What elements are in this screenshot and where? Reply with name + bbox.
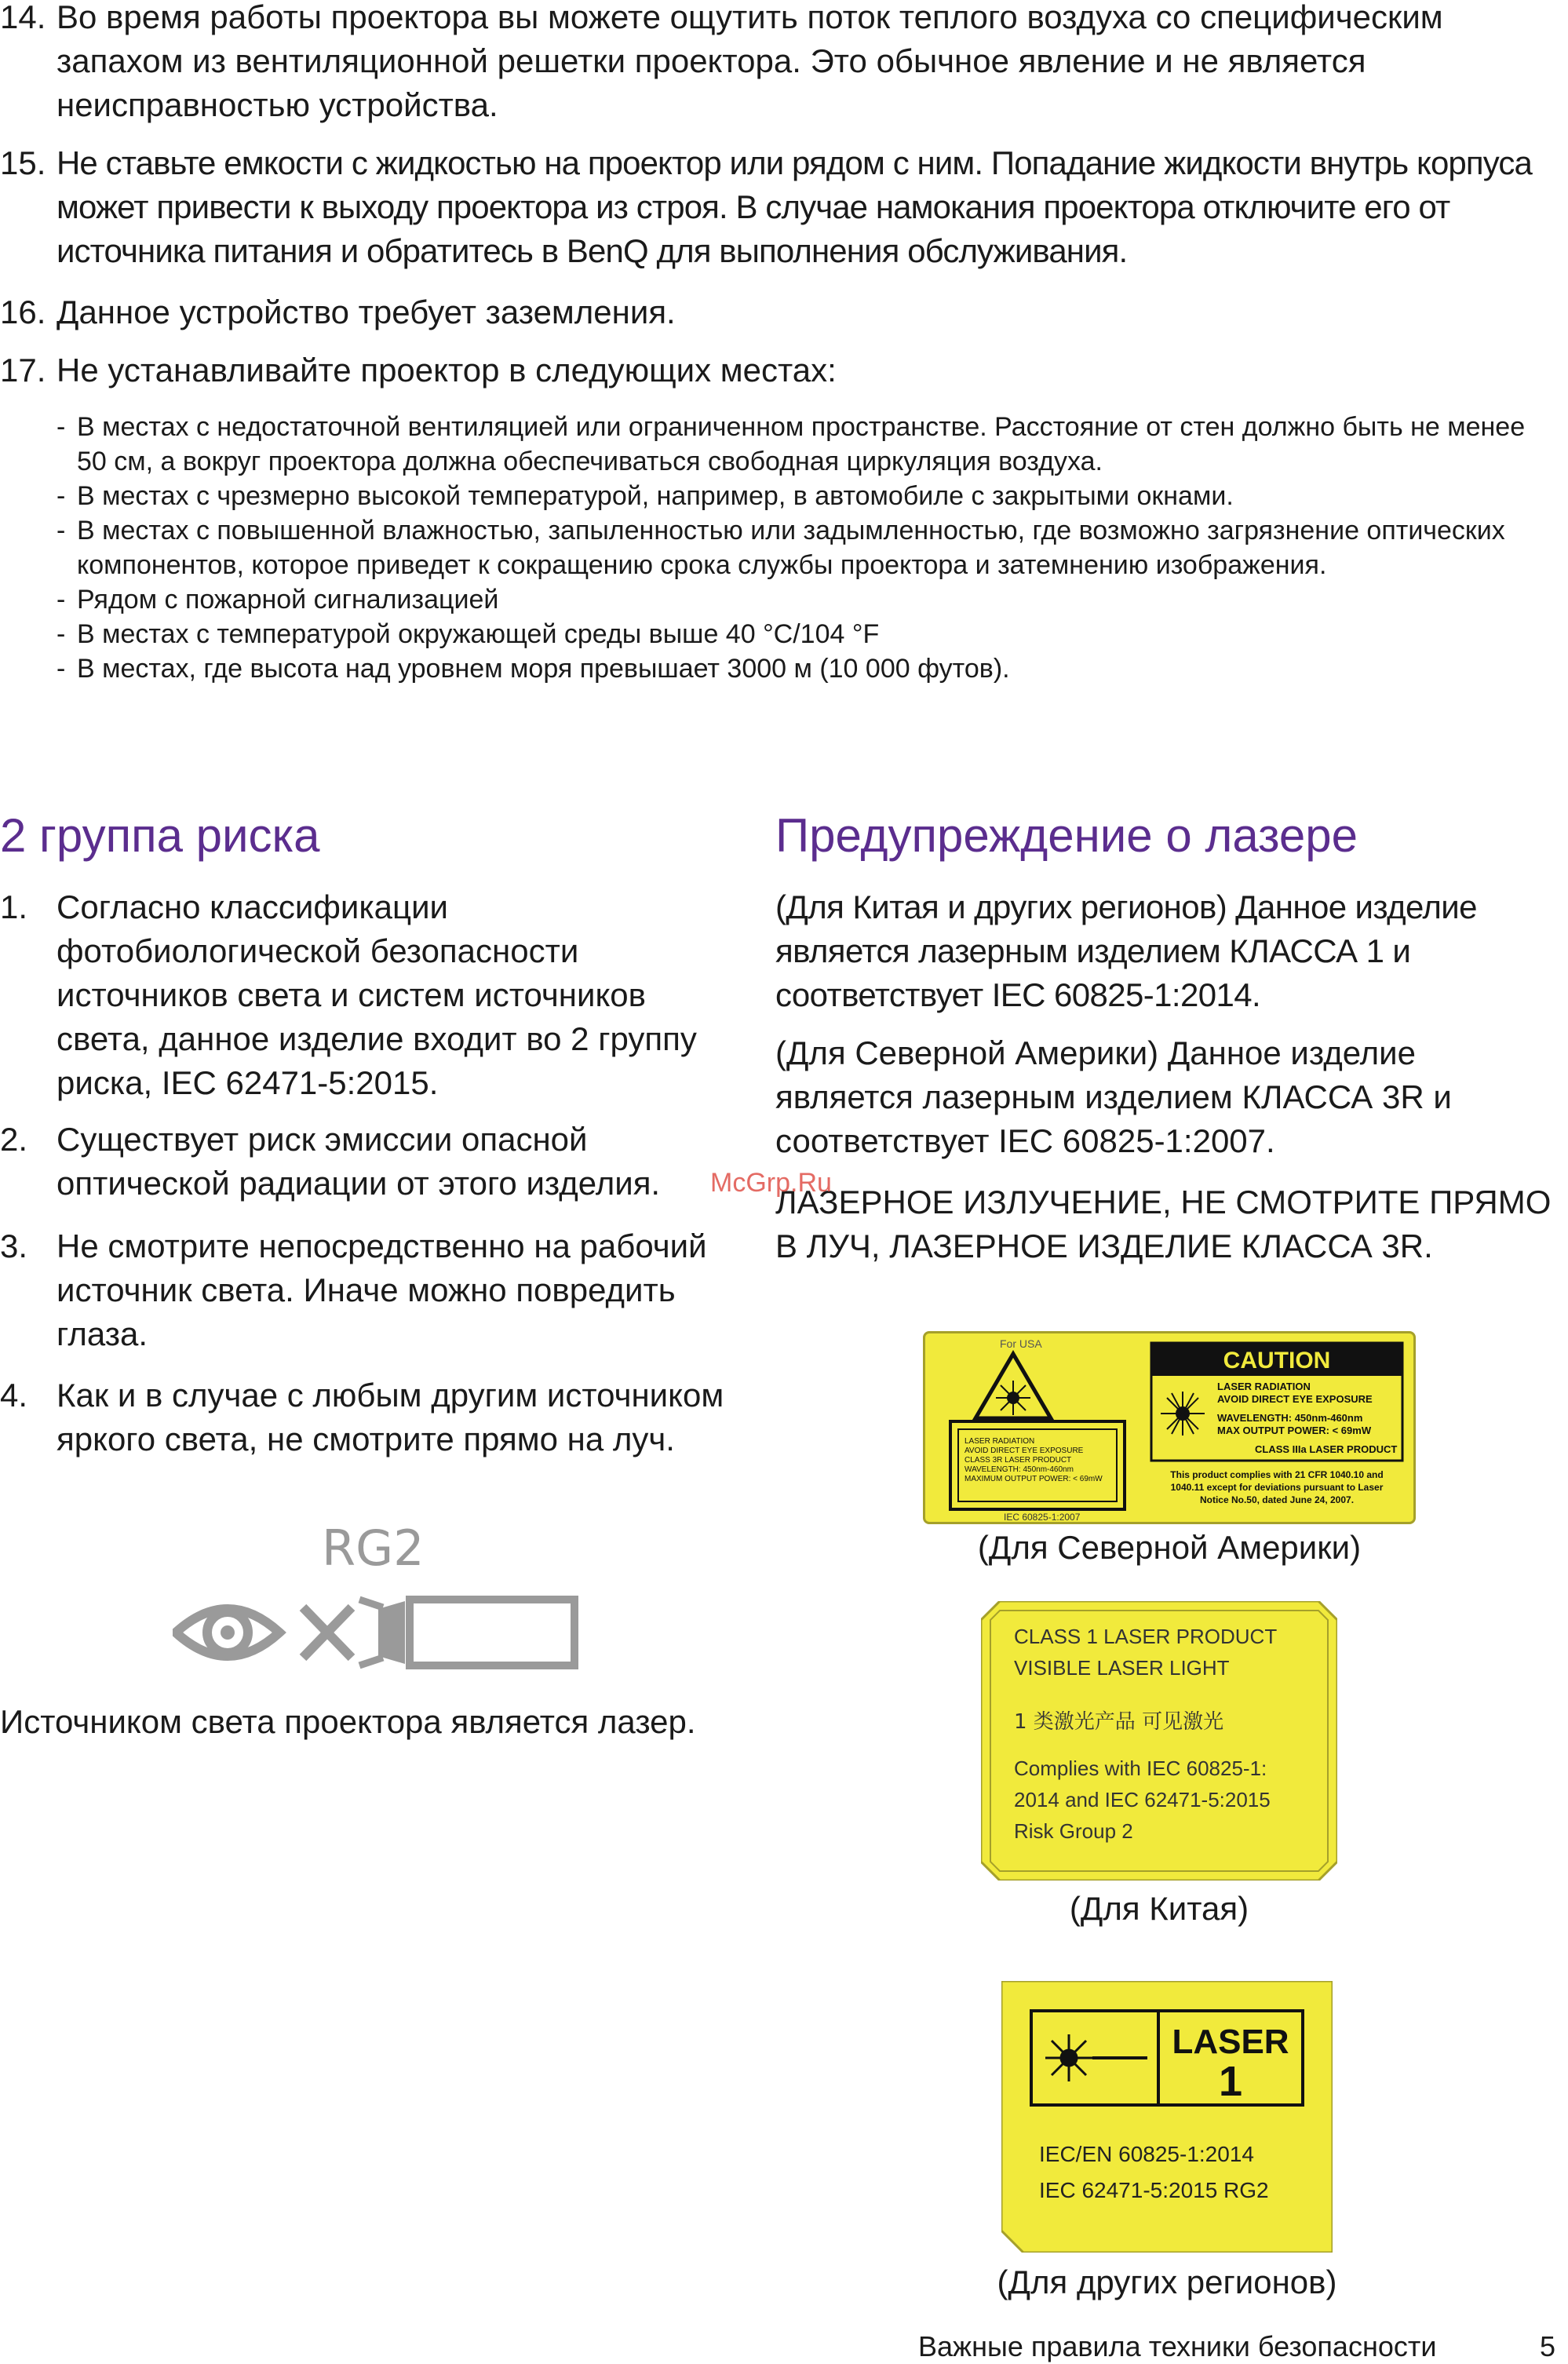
svg-text:WAVELENGTH: 450nm-460nm: WAVELENGTH: 450nm-460nm [965,1465,1074,1474]
risk-group-heading: 2 группа риска [0,809,320,862]
svg-text:Risk Group 2: Risk Group 2 [1014,1819,1133,1843]
svg-text:LASER RADIATION: LASER RADIATION [1217,1381,1311,1392]
svg-text:IEC/EN 60825-1:2014: IEC/EN 60825-1:2014 [1039,2142,1254,2166]
svg-text:1040.11 except for deviations: 1040.11 except for deviations pursuant to Laser [1170,1482,1384,1493]
svg-text:LASER: LASER [1172,2023,1289,2061]
cross-icon [303,1607,352,1658]
svg-text:2014 and IEC 62471-5:2015: 2014 and IEC 62471-5:2015 [1014,1788,1271,1811]
svg-text:VISIBLE LASER LIGHT: VISIBLE LASER LIGHT [1014,1656,1230,1680]
caption-china: (Для Китая) [1069,1890,1249,1927]
label-china [981,1601,1337,1881]
svg-text:IEC 60825-1:2007: IEC 60825-1:2007 [1004,1512,1081,1522]
item-text: Не устанавливайте проектор в следующих местах: [57,352,837,389]
item-text: Не ставьте емкости с жидкостью на проектор или рядом с ним. Попадание жидкости внутрь корпуса может привести к выходу проектора из строя. В случае намокания проектора отключите его от источника питания и обратитесь в BenQ для выполнения обслуживания. [57,144,1532,269]
bullet-item: - В местах с температурой окружающей среды выше 40 °C/104 °F [57,619,880,649]
svg-text:CLASS IIIa LASER PRODUCT: CLASS IIIa LASER PRODUCT [1255,1443,1398,1455]
laser-paragraph-china: (Для Китая и других регионов) Данное изделие является лазерным изделием КЛАССА 1 и соответствует IEC 60825-1:2014. [775,888,1477,1013]
svg-text:Complies with IEC 60825-1:: Complies with IEC 60825-1: [1014,1757,1267,1780]
svg-text:1: 1 [1218,2058,1243,2105]
page-number: 5 [1540,2330,1556,2362]
laser-hazard-icon [975,1354,1051,1418]
svg-text:MAXIMUM OUTPUT POWER: < 69mW: MAXIMUM OUTPUT POWER: < 69mW [965,1475,1103,1483]
item-number: 15. [0,144,46,181]
item-text: Существует риск эмиссии опасной оптической радиации от этого изделия. [57,1121,661,1202]
item-text: Как и в случае с любым другим источником яркого света, не смотрите прямо на луч. [57,1377,724,1457]
svg-text:IEC 62471-5:2015 RG2: IEC 62471-5:2015 RG2 [1039,2178,1269,2202]
item-number: 1. [0,888,28,925]
laser-warning-heading: Предупреждение о лазере [775,809,1358,862]
laser-starburst-icon [1161,1392,1205,1436]
svg-text:CAUTION: CAUTION [1223,1348,1331,1374]
bullet-item: - В местах, где высота над уровнем моря превышает 3000 м (10 000 футов). [57,654,1010,684]
watermark-text: McGrp.Ru [710,1168,832,1198]
item-number: 4. [0,1377,28,1414]
label-other-regions [1001,1981,1333,2253]
caption-other-regions: (Для других регионов) [997,2264,1337,2300]
svg-text:MAX OUTPUT POWER: < 69mW: MAX OUTPUT POWER: < 69mW [1217,1425,1372,1436]
svg-text:WAVELENGTH: 450nm-460nm: WAVELENGTH: 450nm-460nm [1217,1412,1363,1424]
svg-text:AVOID DIRECT EYE EXPOSURE: AVOID DIRECT EYE EXPOSURE [1217,1393,1373,1405]
laser-paragraph-na: (Для Северной Америки) Данное изделие является лазерным изделием КЛАССА 3R и соответствует IEC 60825-1:2007. [775,1034,1452,1159]
svg-text:CLASS 3R LASER PRODUCT: CLASS 3R LASER PRODUCT [965,1456,1072,1465]
laser-paragraph-warning: ЛАЗЕРНОЕ ИЗЛУЧЕНИЕ, НЕ СМОТРИТЕ ПРЯМО В ЛУЧ, ЛАЗЕРНОЕ ИЗДЕЛИЕ КЛАССА 3R. [775,1184,1552,1264]
label-north-america [923,1331,1416,1524]
item-number: 17. [0,352,46,389]
item-number: 3. [0,1228,28,1264]
item-text: Во время работы проектора вы можете ощутить поток теплого воздуха со специфическим запахом из вентиляционной решетки проектора. Это обычное явление и не является неисправностью устройства. [57,0,1443,123]
bullet-item: - В местах с недостаточной вентиляцией или ограниченном пространстве. Расстояние от стен должно быть не менее 50 см, а вокруг проектора должна обеспечиваться свободная циркуляция воздуха. [57,412,1526,476]
svg-text:Notice No.50, dated June 24, 2: Notice No.50, dated June 24, 2007. [1199,1494,1355,1505]
svg-text:For USA: For USA [1000,1337,1042,1350]
item-number: 16. [0,294,46,330]
svg-text:LASER RADIATION: LASER RADIATION [965,1437,1035,1446]
bullet-item: - В местах с повышенной влажностью, запыленностью или задымленностью, где возможно загрязнение оптических компонентов, которое приведет к сокращению срока службы проектора и затемнению изображения. [57,516,1505,580]
footer-title: Важные правила техники безопасности [918,2330,1437,2362]
item-text: Согласно классификации фотобиологической безопасности источников света и систем источников света, данное изделие входит во 2 группу риска, IEC 62471-5:2015. [57,888,697,1101]
caption-north-america: (Для Северной Америки) [977,1529,1362,1566]
svg-text:AVOID DIRECT EYE EXPOSURE: AVOID DIRECT EYE EXPOSURE [965,1446,1084,1455]
item-number: 14. [0,0,46,35]
rg2-warning-icon [173,1515,581,1680]
rg2-label: RG2 [322,1519,425,1577]
label-na-graphic [925,1333,1413,1522]
item-number: 2. [0,1121,28,1158]
svg-text:1 类激光产品 可见激光: 1 类激光产品 可见激光 [1014,1710,1224,1734]
placement-bullet-list [57,410,1555,686]
item-text: Данное устройство требует заземления. [57,294,676,330]
light-source-note: Источником света проектора является лазер. [0,1703,696,1740]
eye-icon [176,1609,279,1656]
bullet-item: - В местах с чрезмерно высокой температурой, например, в автомобиле с закрытыми окнами. [57,481,1234,511]
svg-text:This product complies with 21: This product complies with 21 CFR 1040.10 and [1170,1469,1384,1480]
item-text: Не смотрите непосредственно на рабочий источник света. Иначе можно повредить глаза. [57,1228,707,1352]
svg-text:CLASS 1 LASER PRODUCT: CLASS 1 LASER PRODUCT [1014,1625,1278,1648]
bullet-item: - Рядом с пожарной сигнализацией [57,585,499,615]
projector-icon [359,1600,574,1665]
